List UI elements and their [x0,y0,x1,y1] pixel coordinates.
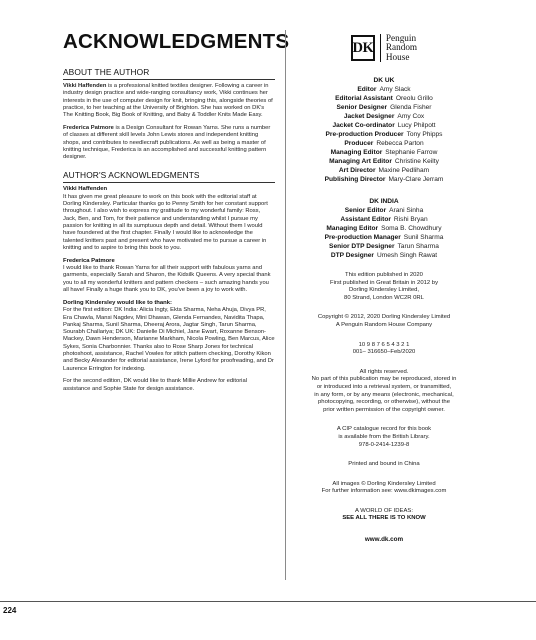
credit-row [297,139,471,148]
credit-row [297,215,471,224]
about-author-heading: ABOUT THE AUTHOR [63,67,150,77]
dk-uk-title: DK UK [373,77,395,84]
credit-name: Rishi Bryan [393,216,428,223]
author-bio: is a Design Consultant for Rowan Yarns. She runs a number of classes at different skill levels John Lewis stores and independent knitting shops, and contributes to needlecraft publications. As well as being a master of knitting technique, Frederica is an accomplished and successful knitting pattern designer. [63,124,271,161]
logo-divider [380,34,381,62]
left-column [63,30,290,399]
right-column [297,33,471,543]
credit-role: Managing Art Editor [329,158,392,165]
printed-in: Printed and bound in China [348,461,420,468]
credit-row [297,112,471,121]
credit-role: Managing Editor [326,225,379,232]
section-rule [63,79,275,80]
credit-name: Rebecca Parton [376,140,424,147]
print-line: 10 9 8 7 6 5 4 3 2 1 001– 316650–Feb/2020 [352,341,416,356]
dk-uk-credits [297,85,471,184]
credit-name: Maxine Pedliham [378,167,430,174]
credit-name: Tarun Sharma [397,243,439,250]
credit-row [297,94,471,103]
world-of-ideas-tagline: SEE ALL THERE IS TO KNOW [342,515,426,522]
dk-logo: DK [351,35,375,61]
credit-role: Art Director [338,167,376,174]
images-credit: All images © Dorling Kindersley Limited For further information see: www.dkimages.com [321,480,447,495]
cip-record: A CIP catalogue record for this book is available from the British Library. 978-0-2414-1239-8 [336,426,432,448]
dk-india-credits [297,206,471,260]
author-bio: is a professional knitted textiles designer. Following a career in industry design practice and wide-ranging consultancy work, Vikki continues her interests in the use of computer design for knit, bringing this, alongside theories of practice, to her teaching at the University of Brighton. She has worked on DK's The Knitting Book, Big Book of Knitting, and Baby & Toddler Knits Made Easy. [63,83,273,119]
credit-role: Pre-production Manager [324,234,401,241]
dk-website-link[interactable]: www.dk.com [364,536,404,544]
ack-frederica-name: Frederica Patmore [63,257,115,264]
credit-name: Glenda Fisher [390,104,432,111]
edition-info: This edition published in 2020 First published in Great Britain in 2012 by Dorling Kindersley Limited, 80 Strand, London WC2R 0RL [329,272,439,301]
credit-role: Jacket Co-ordinator [332,122,395,129]
author-name: Frederica Patmore [63,124,114,131]
section-rule [63,182,275,183]
credit-row [297,166,471,175]
credit-name: Soma B. Chowdhury [381,225,442,232]
credit-role: Producer [344,140,374,147]
credit-role: Senior DTP Designer [329,243,395,250]
credit-row [297,130,471,139]
ack-dk-second-edition: For the second edition, DK would like to thank Millie Andrew for editorial assistance and Sophie State for design assistance. [63,378,247,392]
credit-role: Senior Designer [336,104,388,111]
credit-row [297,121,471,130]
footer-rule [0,601,536,602]
ack-dk-heading: Dorling Kindersley would like to thank: [63,299,172,306]
ack-vikki-text: It has given me great pleasure to work on this book with the editorial staff at Dorling Kindersley. Particular thanks go to Penny Smith for her constant support throughout. I also wish to express my gratitude to my wonderful family: Ross, Jack, Ben, and Tom, for their patience and understanding whilst I pursue my passion for knitting in all its sumptuous depth and detail. Without them I would have foundered at the first chapter. Finally I would like to acknowledge the talented knitters past and present who have motivated me to pursue a career in knitting and to aspire to bring this book to you. [63,193,268,251]
credit-row [297,175,471,184]
credit-role: Managing Editor [330,149,383,156]
credit-role: Editor [357,86,377,93]
credit-role: DTP Designer [330,252,374,259]
rights-notice: All rights reserved. No part of this publication may be reproduced, stored in or introduced into a retrieval system, or transmitted, in any form, or by any means (electronic, mechanical, photocopying, recording, or otherwise), without the prior written permission of the copyright owner. [311,368,457,413]
world-of-ideas: A WORLD OF IDEAS: [355,507,413,514]
credit-name: Tony Phipps [406,131,443,138]
author-name: Vikki Haffenden [63,83,107,89]
credit-role: Assistant Editor [340,216,391,223]
credit-name: Mary-Clare Jerram [388,176,444,183]
credit-row [297,233,471,242]
credit-row [297,103,471,112]
credit-row [297,85,471,94]
ack-vikki-name: Vikki Haffenden [63,186,108,193]
copyright-info: Copyright © 2012, 2020 Dorling Kindersley Limited A Penguin Random House Company [317,314,451,328]
credit-name: Stephanie Farrow [385,149,438,156]
publisher-logo [297,33,471,63]
ack-dk-first-edition: For the first edition: DK India: Alicia Ingty, Ekta Sharma, Neha Ahuja, Divya PR, Era Chawla, Mansi Nagdev, Mini Dhawan, Glenda Fernandes, Navidita Thapa, Pankaj Sharma, Sunil Sharma, Dheeraj Arora, Jagtar Singh, Tarun Sharma, Sourabh Challariya; DK UK: Danielle Di Michiel, Jane Ewart, Roxanne Benson-Mackey, Dawn Henderson, Marianne Markham, Nicola Powling, Ben Marcus, Alice Sykes, Sonia Charbonnier. Thanks also to Rose Sharp Jones for technical photoshoot, assistance, Rachel Vowles for stitch pattern checking, Dorothy Kikon and Becky Alexander for editorial assistance, Irene Lyford for proofreading, and Dr Laurence Errington for indexing. [63,307,275,372]
credit-row [297,206,471,215]
credit-name: Amy Slack [379,86,411,93]
column-divider [285,30,286,580]
authors-ack-heading: AUTHOR'S ACKNOWLEDGMENTS [63,170,200,181]
ack-frederica-text: I would like to thank Rowan Yarns for all their support with fabulous yarns and garments, especially Sarah and Sharon, the Kidsilk Queens. A very special thank you to all my wonderful knitters and pattern checkers – such amazing hands you all have! Finally a huge thank you to DK, you've been a joy to work with. [63,265,271,294]
credit-row [297,251,471,260]
page-title: ACKNOWLEDGMENTS [63,30,290,53]
credit-row [297,224,471,233]
credit-name: Umesh Singh Rawat [377,252,438,259]
credit-role: Pre-production Producer [325,131,404,138]
credit-name: Amy Cox [397,113,425,120]
credit-row [297,148,471,157]
credit-name: Sunil Sharma [403,234,444,241]
page-number: 224 [3,606,17,615]
credit-row [297,157,471,166]
credit-role: Editorial Assistant [335,95,393,102]
about-frederica-paragraph [63,125,275,161]
credit-role: Jacket Designer [343,113,395,120]
credit-name: Arani Sinha [389,207,424,214]
dk-india-title: DK INDIA [369,198,399,205]
credit-role: Publishing Director [324,176,386,183]
credit-row [297,242,471,251]
credit-name: Oreolu Grillo [395,95,433,102]
credit-name: Christine Keilty [394,158,439,165]
about-vikki-paragraph [63,83,275,119]
credit-name: Lucy Philpott [397,122,436,129]
penguin-random-house-logo: Penguin Random House [385,32,418,62]
credit-role: Senior Editor [344,207,387,214]
